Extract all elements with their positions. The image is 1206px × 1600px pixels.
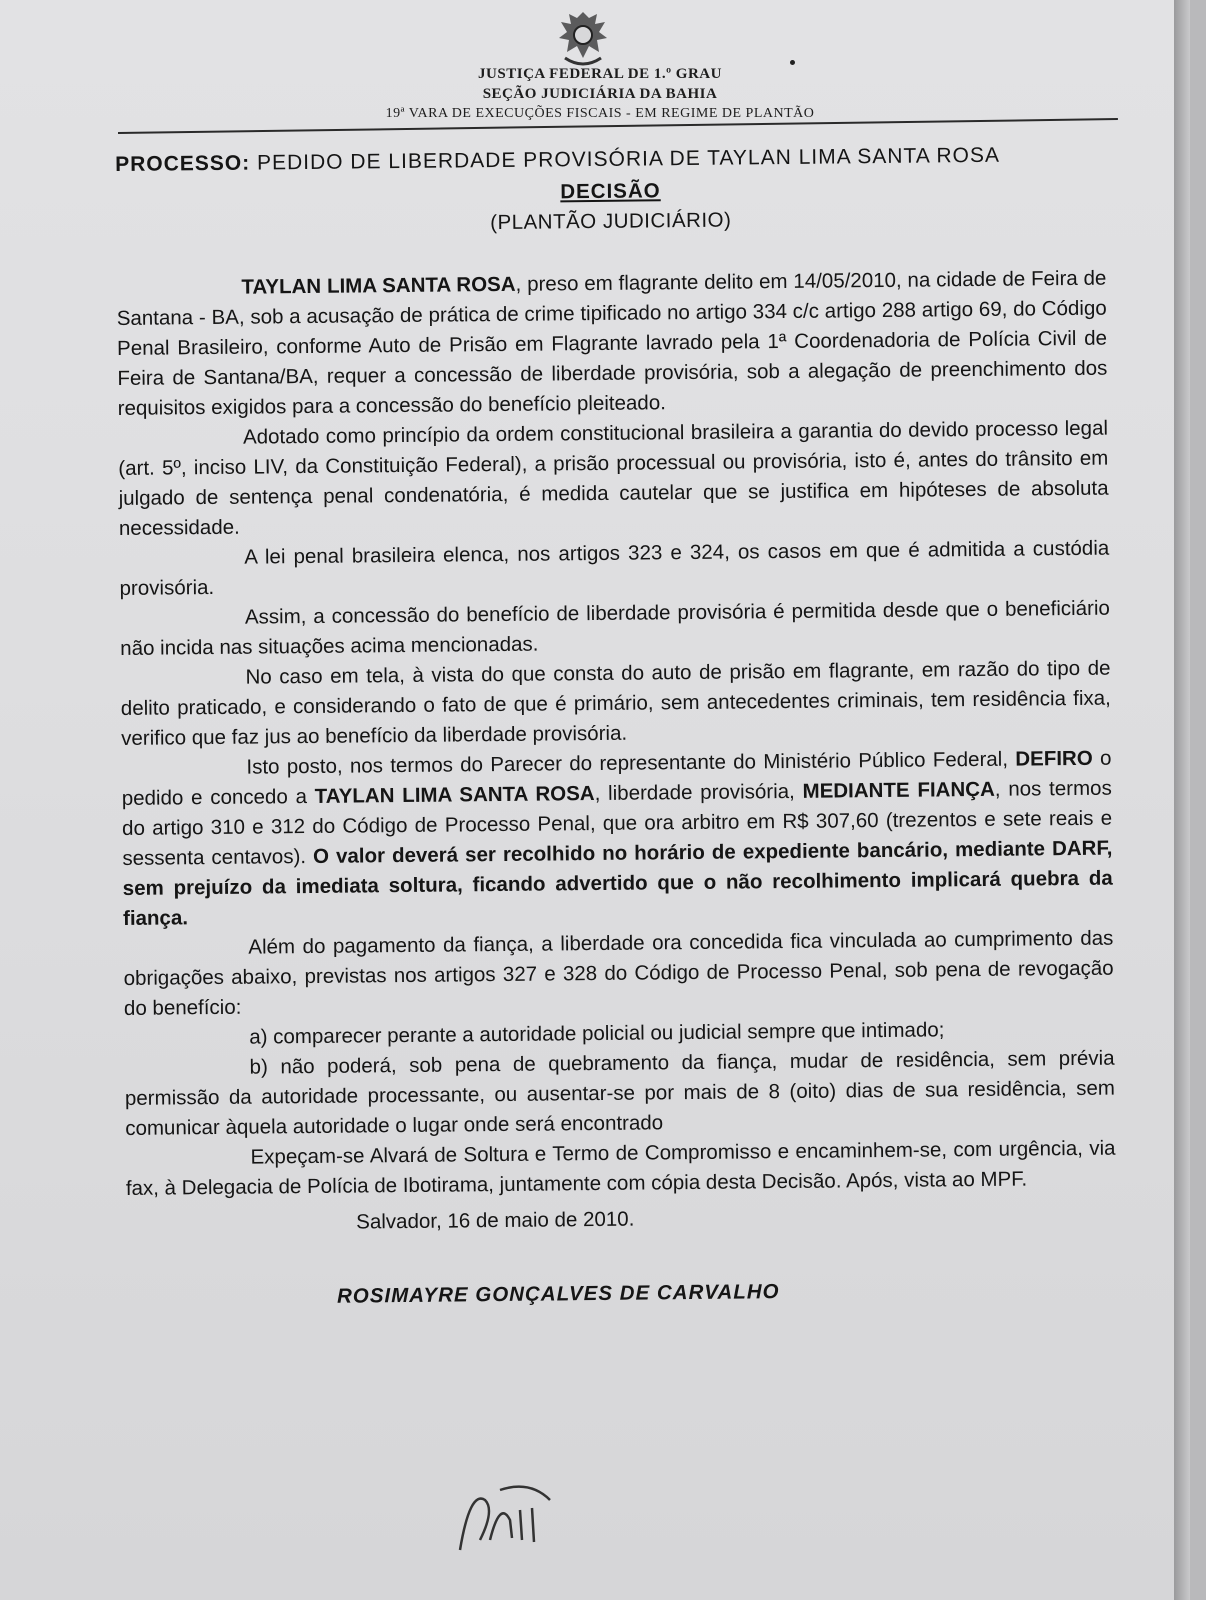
decision-title-text: DECISÃO <box>560 179 661 204</box>
paragraph-8: Expeçam-se Alvará de Soltura e Termo de Compromisso e encaminhem-se, com urgência, via fax, à Delegacia de Polícia de Ibotirama, juntamente com cópia desta Decisão. Após, vista ao MPF. <box>125 1136 1116 1200</box>
defendant-name: TAYLAN LIMA SANTA ROSA <box>241 272 516 299</box>
handwritten-signature <box>440 1470 580 1560</box>
obligation-b: b) não poderá, sob pena de quebramento da fiança, mudar de residência, sem prévia permissão da autoridade processante, ou ausentar-se por mais de 8 (oito) dias de sua residência, sem comunicar àquela autoridade o lugar onde será encontrado <box>124 1046 1115 1140</box>
place-date: Salvador, 16 de maio de 2010. <box>356 1207 635 1234</box>
process-text: PEDIDO DE LIBERDADE PROVISÓRIA DE TAYLAN LIMA SANTA ROSA <box>256 143 1001 175</box>
p6-part-e: , liberdade provisória, <box>594 779 803 806</box>
paragraph-3: A lei penal brasileira elenca, nos artigos 323 e 324, os casos em que é admitida a custódia provisória. <box>119 536 1110 600</box>
p6-part-g: , nos termos do artigo 310 e 312 do Código de Processo Penal, que ora arbitro em R$ 307,60 (trezentos e sete reais e sessenta centavos). <box>121 776 1113 870</box>
page-edge <box>1174 0 1190 1600</box>
ink-dot <box>790 60 795 65</box>
paragraph-7: Além do pagamento da fiança, a liberdade ora concedida fica vinculada ao cumprimento das obrigações abaixo, previstas nos artigos 327 e 328 do Código de Processo Penal, sob pena de revogação do benefício: <box>123 926 1114 1020</box>
paragraph-2: Adotado como princípio da ordem constitucional brasileira a garantia do devido processo legal (art. 5º, inciso LIV, da Constituição Federal), a prisão processual ou provisória, isto é, antes do trânsito em julgado de sentença penal condenatória, é medida cautelar que se justifica em hipóteses de absoluta necessidade. <box>118 416 1109 540</box>
paragraph-1-text: , preso em flagrante delito em 14/05/2010, na cidade de Feira de Santana - BA, sob a acusação de prática de crime tipificado no artigo 334 c/c artigo 288 artigo 69, do Código Penal Brasileiro, conforme Auto de Prisão em Flagrante lavrado pela 1ª Coordenadoria de Polícia Civil de Feira de Santana/BA, requer a concessão de liberdade provisória, sob a alegação de preenchimento dos requisitos exigidos para a concessão do benefício pleiteado. <box>116 266 1108 420</box>
process-label: PROCESSO: <box>115 151 251 176</box>
header-line-2: SEÇÃO JUDICIÁRIA DA BAHIA <box>482 86 718 102</box>
p6-fianca: MEDIANTE FIANÇA <box>802 777 995 803</box>
p6-part-c: o pedido e concedo a <box>121 746 1112 810</box>
paragraph-5: No caso em tela, à vista do que consta do auto de prisão em flagrante, em razão do tipo de delito praticado, e considerando o fato de que é primário, sem antecedentes criminais, tem residência fixa, verifico que faz jus ao benefício da liberdade provisória. <box>120 656 1111 750</box>
signatory-name: ROSIMAYRE GONÇALVES DE CARVALHO <box>336 1280 780 1308</box>
paragraph-4: Assim, a concessão do benefício de liberdade provisória é permitida desde que o beneficiário não incida nas situações acima mencionadas. <box>120 596 1110 660</box>
p6-part-a: Isto posto, nos termos do Parecer do representante do Ministério Público Federal, <box>246 747 1016 779</box>
p6-bold-note: O valor deverá ser recolhido no horário de expediente bancário, mediante DARF, sem prejuízo da imediata soltura, ficando advertido que o não recolhimento implicará quebra da fiança. <box>122 836 1113 930</box>
header-line-3: 19ª VARA DE EXECUÇÕES FISCAIS - EM REGIME DE PLANTÃO <box>385 106 815 121</box>
decision-body <box>115 140 1117 1314</box>
paragraph-1 <box>116 264 1108 424</box>
p6-defiro: DEFIRO <box>1015 746 1093 771</box>
decision-subtitle: (PLANTÃO JUDICIÁRIO) <box>490 208 732 235</box>
header-line-1: JUSTIÇA FEDERAL DE 1.º GRAU <box>478 66 722 82</box>
paragraph-6 <box>121 744 1113 934</box>
obligation-a: a) comparecer perante a autoridade policial ou judicial sempre que intimado; <box>249 1018 945 1049</box>
p6-name: TAYLAN LIMA SANTA ROSA <box>314 782 595 808</box>
cropped-top-text <box>160 0 540 8</box>
coat-of-arms-emblem <box>553 8 613 70</box>
